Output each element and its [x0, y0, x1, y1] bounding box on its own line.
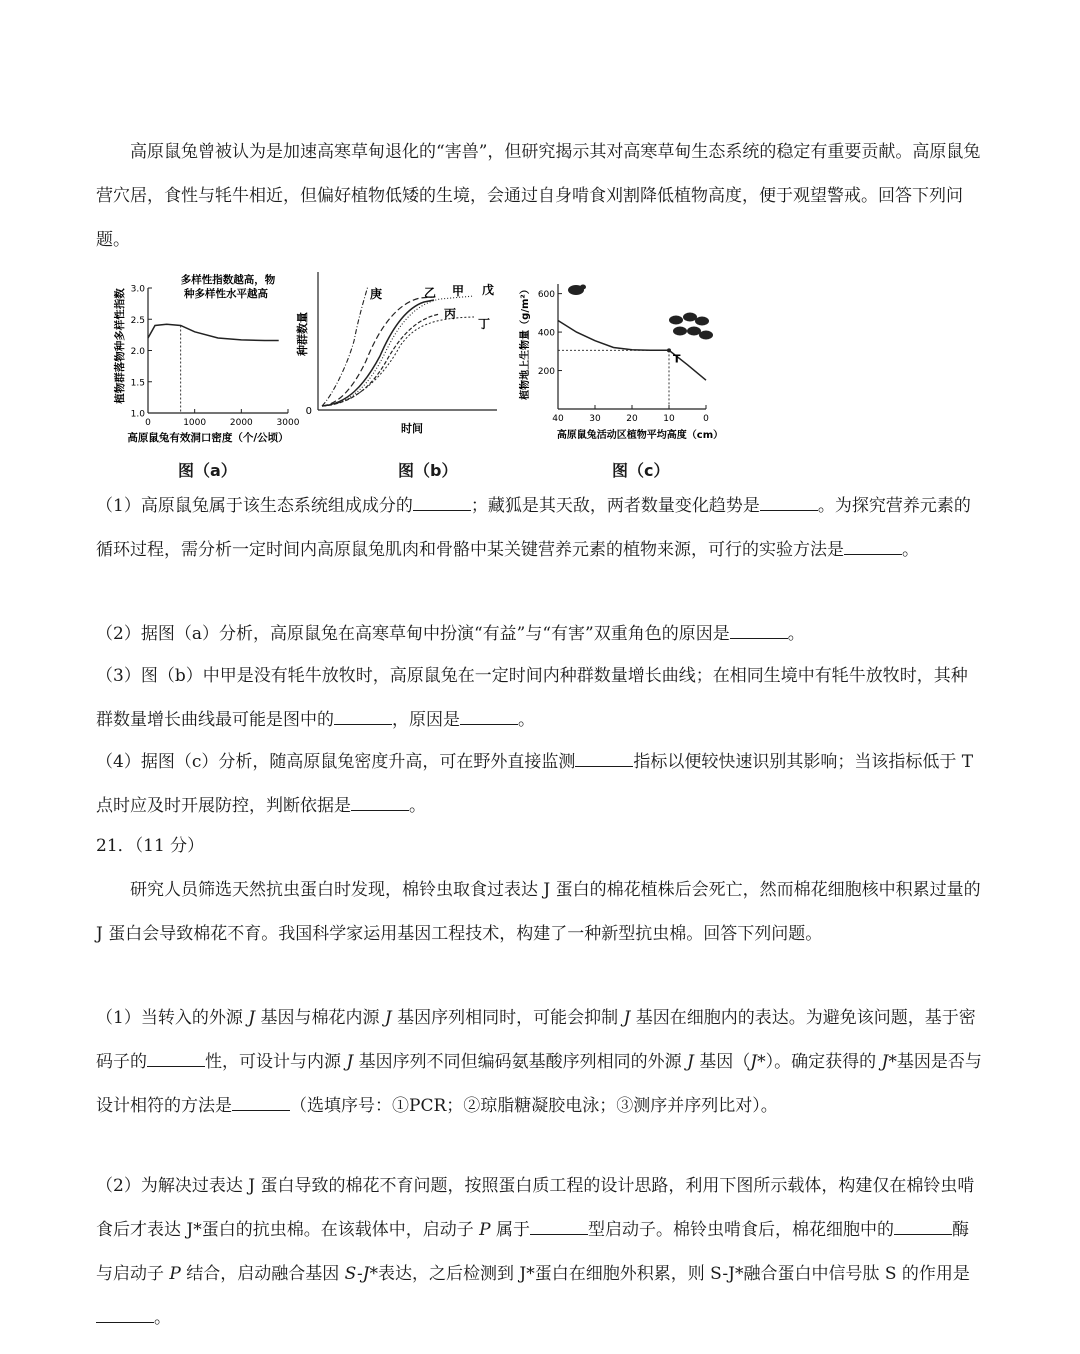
figure-a-diversity-curve [148, 324, 279, 340]
figure-b-label-bing: 丙 [444, 307, 457, 321]
q21-1-text-4: 基因在细胞内的表达。为避免该问题，基于密码子的 [96, 1008, 976, 1072]
figure-c-ylabel: 植物地上生物量（g/m²） [520, 284, 531, 400]
q21-1-gene-7: J* [881, 1052, 897, 1072]
figure-b-label-ding: 丁 [478, 317, 491, 331]
q21-1-gene-6: J* [750, 1052, 766, 1072]
q4-text-3: 。 [409, 796, 426, 816]
figure-b-label-geng: 庚 [370, 287, 383, 301]
figure-c-ytick-label: 200 [537, 367, 555, 378]
q1-text-3: 。为探究营养元素的循环过程，需分析一定时间内高原鼠兔肌肉和骨骼中某关键营养元素的植物来源，可行的实验方法是 [96, 496, 971, 560]
q3-blank-2[interactable] [460, 707, 518, 725]
q21-2-promoter-2: P [169, 1264, 181, 1284]
figure-b-x-origin: 0 [305, 406, 312, 417]
q21-2-blank-1[interactable] [530, 1217, 588, 1235]
q21-2-blank-3[interactable] [96, 1305, 154, 1323]
q4-text-1: （4）据图（c）分析，随高原鼠兔密度升高，可在野外直接监测 [96, 752, 576, 772]
figure-b-label-wu: 戊 [482, 283, 495, 297]
figure-c-t-point [667, 348, 671, 352]
q21-1-text-10: （选填序号：①PCR；②琼脂糖凝胶电泳；③测序并序列比对）。 [290, 1096, 778, 1116]
q21-2-blank-2[interactable] [894, 1217, 952, 1235]
figure-a-annotation-line2: 种多样性水平越高 [184, 288, 268, 300]
q1-blank-1[interactable] [413, 493, 471, 511]
q21-1-gene-1: J [248, 1008, 256, 1028]
question-21-2 [96, 1164, 984, 1340]
intro-paragraph [96, 130, 984, 262]
q21-1-blank-2[interactable] [232, 1093, 290, 1111]
q21-2-text-3: 型启动子。棉铃虫啃食后，棉花细胞中的 [587, 1220, 894, 1240]
q21-heading-text: 21．（11 分） [96, 836, 205, 856]
q1-text-2: ；藏狐是其天敌，两者数量变化趋势是 [470, 496, 760, 516]
figure-a-annotation-line1: 多样性指数越高，物 [180, 274, 276, 286]
q21-2-promoter-1: P [479, 1220, 491, 1240]
figure-c-xtick-label: 20 [626, 414, 638, 424]
figure-a-xtick-label: 1000 [183, 418, 207, 428]
figure-a-ytick-label: 2.0 [130, 347, 145, 357]
question-21-intro [96, 868, 984, 956]
intro-text: 高原鼠兔曾被认为是加速高寒草甸退化的“害兽”，但研究揭示其对高寒草甸生态系统的稳定有重要贡献。高原鼠兔营穴居，食性与牦牛相近，但偏好植物低矮的生境，会通过自身啃食刈割降低植物高度，便于观望警戒。回答下列问题。 [96, 142, 981, 250]
figure-a [108, 268, 308, 448]
q3-blank-1[interactable] [334, 707, 392, 725]
figure-a-xlabel: 高原鼠兔有效洞口密度（个/公顷） [127, 432, 289, 444]
figure-a-ylabel: 植物群落物种多样性指数 [114, 288, 126, 404]
q21-intro-text: 研究人员筛选天然抗虫蛋白时发现，棉铃虫取食过表达 J 蛋白的棉花植株后会死亡，然而棉花细胞核中积累过量的 J 蛋白会导致棉花不育。我国科学家运用基因工程技术，构建了一种新型抗虫棉。回答下列问题。 [96, 880, 981, 944]
figure-c-pika-icon-group [669, 313, 713, 340]
figure-c-xlabel: 高原鼠兔活动区植物平均高度（cm） [556, 430, 724, 441]
q1-text-4: 。 [902, 540, 919, 560]
question-2 [96, 612, 984, 656]
q3-text-3: 。 [518, 710, 535, 730]
figure-a-xtick-label: 0 [145, 418, 151, 428]
figure-a-ytick-label: 1.5 [130, 378, 145, 389]
figure-c-ytick-label: 600 [537, 290, 555, 301]
q2-text-2: 。 [787, 624, 805, 644]
q4-blank-1[interactable] [575, 749, 633, 767]
question-21-1 [96, 996, 984, 1128]
figure-b-curve-ding [322, 317, 474, 406]
q3-text-1: （3）图（b）中甲是没有牦牛放牧时，高原鼠兔在一定时间内种群数量增长曲线；在相同生境中有牦牛放牧时，其种群数量增长曲线最可能是图中的 [96, 666, 968, 730]
figure-b-ylabel: 种群数量 [296, 312, 309, 356]
question-4 [96, 740, 984, 828]
figure-b-label-yi: 乙 [424, 286, 437, 300]
figure-a-caption: 图（a） [178, 461, 237, 480]
q21-2-text-2: 属于 [490, 1220, 530, 1240]
q21-1-blank-1[interactable] [147, 1049, 205, 1067]
figure-b-xlabel: 时间 [401, 422, 423, 435]
figure-b-curve-jia [322, 300, 434, 406]
figure-b-curve-geng [322, 286, 368, 406]
q21-1-text-3: 基因序列相同时，可能会抑制 [391, 1008, 624, 1028]
q1-text-1: （1）高原鼠兔属于该生态系统组成成分的 [96, 496, 413, 516]
q21-1-text-8: ）。确定获得的 [765, 1052, 882, 1072]
q21-1-text-2: 基因与棉花内源 [255, 1008, 385, 1028]
figure-c-xtick-label: 30 [589, 414, 601, 424]
q4-text-2: 指标以便较快速识别其影响；当该指标低于 T 点时应及时开展防控，判断依据是 [96, 752, 974, 816]
figure-b-label-jia: 甲 [452, 284, 465, 298]
figure-c-pika-icon-single [568, 285, 586, 296]
q3-text-2: ，原因是 [392, 710, 460, 730]
figure-c-xtick-label: 0 [703, 414, 709, 424]
q21-1-gene-5: J [687, 1052, 694, 1072]
q21-1-text-5: 性，可设计与内源 [205, 1052, 347, 1072]
question-3 [96, 654, 984, 742]
q21-1-gene-3: J [623, 1008, 631, 1028]
figure-a-ytick-label: 3.0 [130, 284, 145, 295]
q21-1-gene-2: J [384, 1008, 392, 1028]
q21-2-fusion-gene: S-J* [344, 1264, 378, 1284]
q21-1-text-1: （1）当转入的外源 [96, 1008, 249, 1028]
q21-1-gene-4: J [346, 1052, 354, 1072]
q21-2-text-4: 酶与启动子 [96, 1220, 969, 1284]
figure-b-caption: 图（b） [398, 461, 458, 480]
figure-c-xtick-label: 10 [663, 414, 675, 424]
q21-1-text-9: 基因是否与设计相符的方法是 [96, 1052, 982, 1116]
figure-c-ytick-label: 400 [537, 328, 555, 339]
q21-1-text-7: 基因（ [693, 1052, 751, 1072]
q21-2-text-5: 结合，启动融合基因 [180, 1264, 345, 1284]
q2-text-1: （2）据图（a）分析，高原鼠兔在高寒草甸中扮演“有益”与“有害”双重角色的原因是 [96, 624, 730, 644]
figure-c [516, 276, 746, 444]
q21-2-text-1: （2）为解决过表达 J 蛋白导致的棉花不育问题，按照蛋白质工程的设计思路，利用下图所示载体，构建仅在棉铃虫啃食后才表达 J*蛋白的抗虫棉。在该载体中，启动子 [96, 1176, 975, 1240]
q21-2-text-6: 表达，之后检测到 J*蛋白在细胞外积累，则 S-J*融合蛋白中信号肽 S 的作用是 [378, 1264, 970, 1284]
figure-a-xtick-label: 2000 [229, 418, 253, 428]
figure-b [292, 266, 504, 442]
figure-c-caption: 图（c） [612, 461, 670, 480]
question-1 [96, 484, 984, 572]
q21-2-text-7: 。 [154, 1308, 171, 1328]
q2-blank-1[interactable] [730, 621, 788, 639]
figure-b-curve-yi [322, 297, 432, 406]
figure-a-ytick-label: 1.0 [130, 409, 145, 420]
figure-c-t-label: T [673, 352, 681, 366]
figure-c-xtick-label: 40 [552, 414, 564, 424]
question-21-heading [96, 824, 984, 868]
figure-a-ytick-label: 2.5 [130, 315, 145, 326]
q1-blank-2[interactable] [760, 493, 818, 511]
q4-blank-2[interactable] [351, 793, 409, 811]
q21-1-text-6: 基因序列不同但编码氨基酸序列相同的外源 [353, 1052, 688, 1072]
figure-a-xtick-label: 3000 [276, 418, 300, 428]
q1-blank-3[interactable] [844, 537, 902, 555]
